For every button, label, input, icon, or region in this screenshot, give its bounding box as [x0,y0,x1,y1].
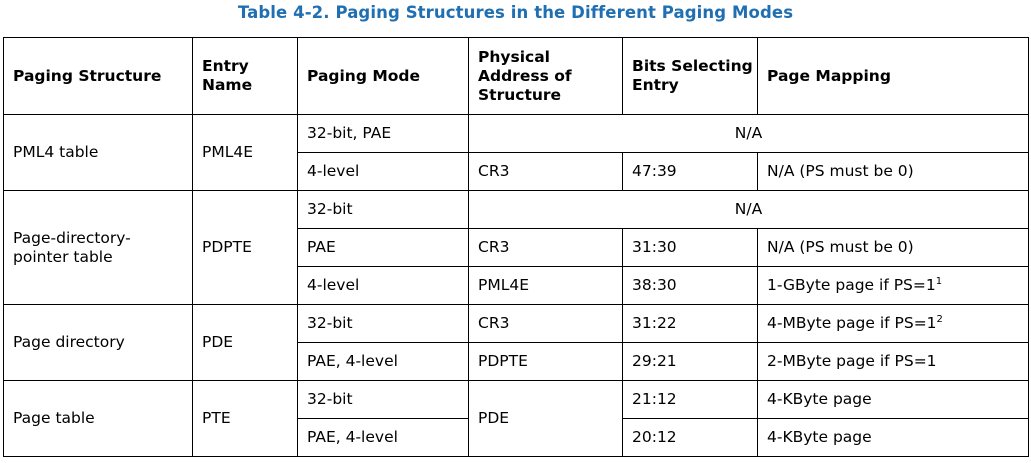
cell-physical-address: PDPTE [469,343,623,381]
cell-bits: 47:39 [623,153,758,191]
cell-not-applicable: N/A [469,115,1029,153]
cell-mapping: 4-KByte page [758,419,1029,457]
cell-physical-address: CR3 [469,229,623,267]
cell-mode: PAE [298,229,469,267]
cell-entry-pt: PTE [193,381,298,457]
cell-bits: 38:30 [623,267,758,305]
cell-mode: 32-bit [298,381,469,419]
cell-entry-pml4: PML4E [193,115,298,191]
header-paging-mode: Paging Mode [298,38,469,115]
cell-mode: 4-level [298,153,469,191]
header-physical-address: Physical Address of Structure [469,38,623,115]
header-entry-name: Entry Name [193,38,298,115]
cell-physical-address: CR3 [469,305,623,343]
cell-structure-pd: Page directory [4,305,193,381]
cell-physical-address: CR3 [469,153,623,191]
table-row [4,305,1029,343]
cell-physical-address: PDE [469,381,623,457]
header-row [4,38,1029,115]
table-row [4,191,1029,229]
table-caption: Table 4-2. Paging Structures in the Different Paging Modes [237,3,794,22]
cell-mode: 4-level [298,267,469,305]
cell-mapping: N/A (PS must be 0) [758,153,1029,191]
cell-bits: 21:12 [623,381,758,419]
cell-entry-pdpt: PDPTE [193,191,298,305]
cell-mode: PAE, 4-level [298,343,469,381]
cell-mapping: 4-KByte page [758,381,1029,419]
table-row [4,381,1029,419]
cell-mode: 32-bit [298,191,469,229]
footnote-marker: 2 [936,314,943,325]
header-bits-selecting-entry: Bits Selecting Entry [623,38,758,115]
header-page-mapping: Page Mapping [758,38,1029,115]
cell-mapping: 1-GByte page if $PS=1^1$ [758,267,1029,305]
cell-physical-address: PML4E [469,267,623,305]
paging-structures-table [3,37,1029,457]
cell-mapping: 4-MByte page if $PS=1^2$ [758,305,1029,343]
cell-bits: 31:22 [623,305,758,343]
cell-structure-pml4: PML4 table [4,115,193,191]
cell-entry-pd: PDE [193,305,298,381]
cell-mapping: N/A (PS must be 0) [758,229,1029,267]
cell-structure-pt: Page table [4,381,193,457]
cell-mapping: 2-MByte page if PS=1 [758,343,1029,381]
table-row [4,115,1029,153]
cell-mode: 32-bit [298,305,469,343]
cell-bits: 29:21 [623,343,758,381]
cell-not-applicable: N/A [469,191,1029,229]
cell-mode: 32-bit, PAE [298,115,469,153]
footnote-marker: 1 [935,276,943,287]
cell-mode: PAE, 4-level [298,419,469,457]
cell-bits: 31:30 [623,229,758,267]
cell-structure-pdpt: Page-directory- pointer table [4,191,193,305]
header-paging-structure: Paging Structure [4,38,193,115]
cell-bits: 20:12 [623,419,758,457]
